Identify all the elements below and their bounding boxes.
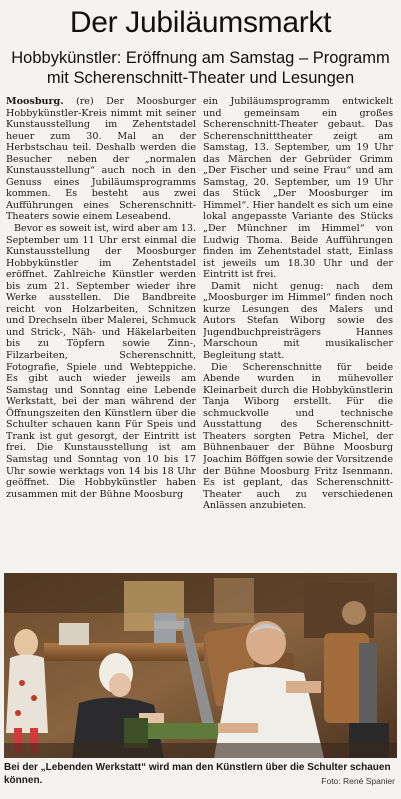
paragraph-text: (re) Der Moosburger Hobbykünstler-Kreis nimmt mit seiner Kunstausstellung im Zehentstadel heuer zum 30. Mal an der Herbstschau teil. Deshalb werden die Besucher neben der „normalen Kunstausstellung“ auch noch in den Genuss eines Jubiläumsprogramms kommen. Es besteht aus zwei Aufführungen eines Scherenschnitt-Theaters sowie einem Leseabend.	[6, 96, 196, 223]
photo-caption: Bei der „Lebenden Werkstatt“ wird man den Künstlern über die Schulter schauen können.	[4, 762, 391, 786]
workshop-photo-illustration	[4, 573, 397, 758]
dateline: Moosburg.	[6, 96, 64, 107]
paragraph	[6, 96, 196, 223]
workshop-photo	[4, 573, 397, 758]
paragraph: ein Jubiläumsprogramm entwickelt und gemeinsam ein großes Scherenschnitt-Theater gebaut. Das Scherenschnitttheater zeigt am Samstag, 13. September, um 19 Uhr das Märchen der Gebrüder Grimm „Der Fischer und seine Frau“ und am Samstag, 20. September, um 19 Uhr das Stück „Der Moosburger im Himmel“. Hier handelt es sich um eine lokal angepasste Variante des Stücks „Der Münchner im Himmel“ von Ludwig Thoma. Beide Aufführungen finden im Zehentstadel statt, Einlass ist jeweils um 18.30 Uhr und der Eintritt ist frei.	[203, 96, 393, 281]
paragraph: Die Scherenschnitte für beide Abende wurden in mühevoller Kleinarbeit durch die Hobbykünstlerin Tanja Wiborg erstellt. Für die schmuckvolle und technische Ausstattung des Scherenschnitt-Theaters sorgten Petra Michel, der Bühnenbauer der Bühne Moosburg Joachim Böffgen sowie der Vorsitzende der Bühne Moosburg Fritz Isenmann. Es ist geplant, das Scherenschnitt-Theater auch zu verschiedenen Anlässen anzubieten.	[203, 361, 393, 512]
photo-credit: Foto: René Spanier	[321, 776, 395, 786]
paragraph: Damit nicht genug: nach dem „Moosburger im Himmel“ finden noch kurze Lesungen des Malers und Autors Stefan Wiborg sowie des Jugendbuchpreisträgers Hannes Marschoun mit musikalischer Begleitung statt.	[203, 280, 393, 362]
article-column-right	[203, 96, 393, 566]
article-headline: Der Jubiläumsmarkt	[69, 6, 332, 39]
article-column-left	[6, 96, 196, 566]
article-subhead: Hobbykünstler: Eröffnung am Samstag – Programm mit Scherenschnitt-Theater und Lesungen	[11, 49, 390, 87]
paragraph: Bevor es soweit ist, wird aber am 13. September um 11 Uhr erst einmal die Kunstausstellung der Moosburger Hobbykünstler im Zehentstadel eröffnet. Zahlreiche Künstler werden bis zum 21. September wieder ihre Werke ausstellen. Die Bandbreite reicht von Holzarbeiten, Schnitzen und Drechseln über Malerei, Schmuck und Strick-, Näh- und Häkelarbeiten bis zu Töpfern sowie Zinn-, Filzarbeiten, Scherenschnitt, Fotografie, Spiele und Webteppiche. Es gibt auch wieder jeweils am Samstag und Sonntag eine Lebende Werkstatt, bei der man während der Öffnungszeiten den Künstlern über die Schulter schauen kann Für Speis und Trank ist gut gesorgt, der Eintritt ist frei. Die Kunstausstellung ist am Samstag und Sonntag von 10 bis 17 Uhr sowie werktags von 14 bis 18 Uhr geöffnet. Die Hobbykünstler haben zusammen mit der Bühne Moosburg	[6, 223, 196, 500]
